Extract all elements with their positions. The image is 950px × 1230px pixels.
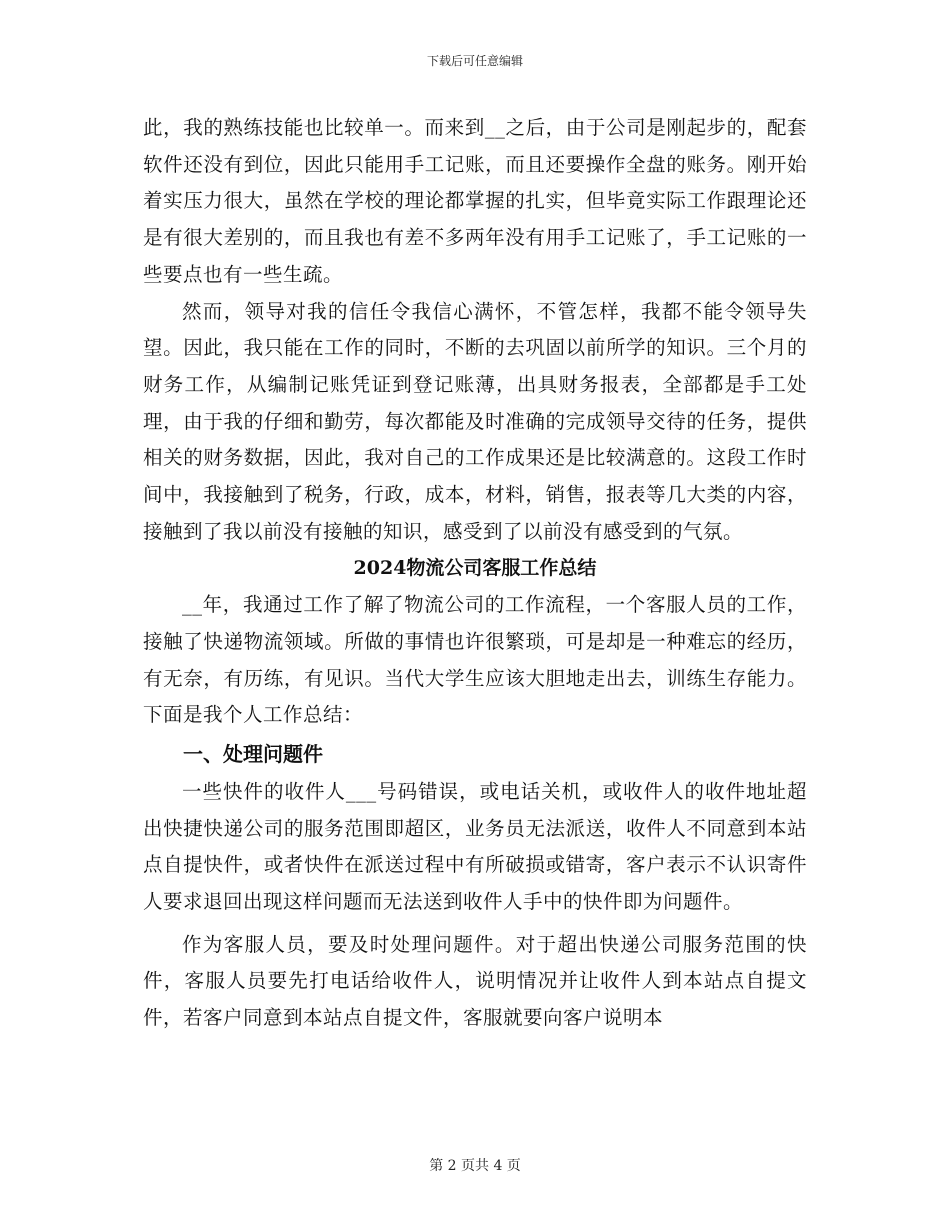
page-footer: 第 2 页共 4 页	[429, 1158, 521, 1174]
paragraph: 然而，领导对我的信任令我信心满怀，不管怎样，我都不能令领导失望。因此，我只能在工作的同时，不断的去巩固以前所学的知识。三个月的财务工作，从编制记账凭证到登记账薄，出具财务报表，全部都是手工处理，由于我的仔细和勤劳，每次都能及时准确的完成领导交待的任务，提供相关的财务数据，因此，我对自己的工作成果还是比较满意的。这段工作时间中，我接触到了税务，行政，成本，材料，销售，报表等几大类的内容，接触到了我以前没有接触的知识，感受到了以前没有感受到的气氛。	[143, 299, 807, 543]
intro-paragraph: __年，我通过工作了解了物流公司的工作流程，一个客服人员的工作，接触了快递物流领域。所做的事情也许很繁琐，可是却是一种难忘的经历，有无奈，有历练，有见识。当代大学生应该大胆地走出去，训练生存能力。下面是我个人工作总结：	[143, 593, 807, 727]
page-header: 下载后可任意编辑	[426, 54, 523, 68]
paragraph: 作为客服人员，要及时处理问题件。对于超出快递公司服务范围的快件，客服人员要先打电话给收件人，说明情况并让收件人到本站点自提文件，若客户同意到本站点自提文件，客服就要向客户说明本	[143, 932, 807, 1030]
paragraph-continuation: 此，我的熟练技能也比较单一。而来到__之后，由于公司是刚起步的，配套软件还没有到位，因此只能用手工记账，而且还要操作全盘的账务。刚开始着实压力很大，虽然在学校的理论都掌握的扎实，但毕竟实际工作跟理论还是有很大差别的，而且我也有差不多两年没有用手工记账了，手工记账的一些要点也有一些生疏。	[143, 116, 807, 286]
document-body	[143, 110, 807, 1037]
paragraph: 一些快件的收件人___号码错误，或电话关机，或收件人的收件地址超出快捷快递公司的服务范围即超区，业务员无法派送，收件人不同意到本站点自提快件，或者快件在派送过程中有所破损或错寄，客户表示不认识寄件人要求退回出现这样问题而无法送到收件人手中的快件即为问题件。	[143, 779, 807, 914]
section-heading: 一、处理问题件	[183, 741, 323, 766]
document-title: 2024物流公司客服工作总结	[353, 557, 597, 580]
